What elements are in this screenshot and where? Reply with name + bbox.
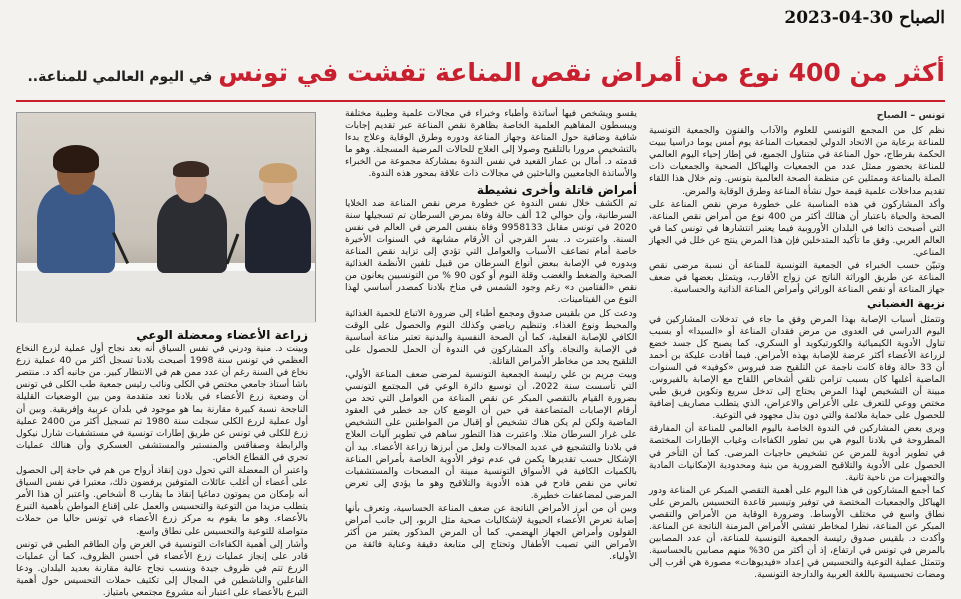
author-byline: نزيهة الغضباني: [867, 298, 945, 311]
conference-photo: [16, 112, 316, 322]
article-column-middle: [345, 108, 638, 563]
speaker-figure: [37, 183, 115, 273]
issue-date: 2023-04-30 الصباح: [784, 8, 945, 28]
paragraph: وتبيّن حسب الخبراء في الجمعية التونسية للمناعة أن نسبة مرضى نقص المناعة عن طريق الوراثة الناتج عن زواج الأقارب، ويتمثل بعضها في ضعف جهاز المناعة أو نقص المناعة الوراثي وأمراض المناعة الذاتية والحساسية.: [649, 260, 945, 296]
paragraph: تم الكشف خلال نفس الندوة عن خطورة مرض نقص المناعة ضد الخلايا السرطانية، وأن حوالي 12 ألف حالة وفاة بمرض السرطان تم تسجيلها سنة 2020 في تونس مقابل 9958133 وفاة بنفس المرض في العالم في نفس السنة. واعتبرت د. بسر القرجي أن الأرقام مشابهة في السنوات الأخيرة خاصة أمام تضاعف الأسباب والعوامل التي تؤدي إلى تزايد نقص المناعة وبدوره في الإصابة ببعض أنواع السرطان من قبيل تلفين الأنظمة الغذائية الصحية والضغط والغضب وقلة النوم أو كون 90 % من التونسيين يعانون من نقص «الفتامين د» رغم وجود الشمس في مناخ بلادنا كمصدر أساسي لهذا النوع من الفيتامينات.: [345, 197, 637, 306]
paragraph: ودعت كل من بلقيس صدوق ومجمع أطباء إلى ضرورة الاتباع للحمية الغذائية والمحيط ونوع الغذاء. وتنظيم رياضي وكذلك النوم والحصول على الوقت الكافي للإصابة الفعلية، كما أن الصحة النفسية والبدنية تعتبر مناعة أساسية في الإصابة والنجاة. وأكد المشاركون في الندوة أن الحمل للحصول على التلقيح يحد من مخاطر الأمراض القاتلة.: [345, 307, 637, 367]
paragraph: نظم كل من المجمع التونسي للعلوم والآداب والفنون والجمعية التونسية للمناعة برعاية من الاتحاد الدولي لجمعيات المناعة يوم أمس يوما دراسيا ببيت الحكمة بقرطاج، حول المناعة في متناول الجميع، في إطار إحياء اليوم العالمي للمناعة بحضور ممثل عدد من الجمعيات والهياكل الصحية والجمعيات ذات الصلة بالمناعة وممثلين عن منظمة الصحة العالمية بتونس. وتم خلال هذا اللقاء تقديم مداخلات علمية قيمة حول نشأة المناعة وطرق الوقاية والمرض.: [649, 125, 945, 197]
panelist-figure: [157, 193, 227, 273]
section-subhead: زراعة الأعضاء ومعضلة الوعي: [136, 328, 308, 342]
paragraph: وبين أن من أبرز الأمراض الناتجة عن ضعف المناعة الحساسية، وتعرف بأنها إصابة تعرض الأعضاء الحيوية لإشكاليات صحية مثل الربو، إلى جانب أمراض القولون وأمراض الجهاز الهضمي. كما أن المرض المذكور يعتبر من أكثر الأمراض التي تصيب الأطفال وتحتاج إلى متابعة دقيقة وعناية فائقة من الأولياء.: [345, 503, 637, 563]
paragraph: وتتمثل أسباب الإصابة بهذا المرض وفق ما جاء في تدخلات المشاركين في اليوم الدراسي في العدوى من مرض فقدان المناعة أو «السيدا» أو بسبب تناول الأدوية الكيميائية والكورتيكويد أو السكري، كما يصبح كل جسد خضع لزراعة الأعضاء أكثر عرضة للإصابة بهذه الأمراض. فيما أفادت عليكة بن أحمد أن 33 حالة وفاة كانت ناجمة عن التلقيح ضد فيروس «كوفيد» في السنوات الماضية أغلبها كان بسبب تزامن تلقي أشخاص اللقاح مع الإصابة بالفيروس. مبينة أن التشخيص لهذا المرض يحتاج إلى تدخل سريع وتكوين فريق طبي مختص ووعي للتعرف على الأعراض والاعراض، الذي يتطلب مصاريف إضافية للحصول على حماية ملائمة والتي دون بذل مجهود في التوعية.: [649, 313, 945, 422]
headline: [16, 58, 945, 87]
headline-kicker: في اليوم العالمي للمناعة..: [27, 69, 213, 85]
paragraph: واعتبر أن المعضلة التي تحول دون إنقاذ أرواح من هم في حاجة إلى الحصول على أعضاء أن أغلب عائلات المتوفين يرفضون ذلك، معتبرا في نفس السياق أنه بإمكان من يموتون دماغيا إنقاذ ما يقارب 8 أشخاص. واعتبر أن هذا الأمر يتطلب مزيدا من التوعية والتحسيس والعمل على إقناع المواطن بأهمية التبرع بالأعضاء. وهو ما يقوم به مركز زرع الأعضاء في تونس حاليا من حملات متواصلة للتوعية والتحسيس على نطاق واسع.: [16, 465, 308, 537]
headline-rule: [16, 100, 945, 102]
dateline: تونس – الصباح: [876, 110, 945, 121]
article-column-right: [649, 108, 946, 581]
paragraph: ويرى بعض المشاركين في الندوة الخاصة باليوم العالمي للمناعة أن المفارقة المطروحة في بلادنا اليوم هي بين تطور الكفاءات وغياب الإطارات المختصة في تطوير أدوية للمرض عن تشخيص حاجيات المرضى. كما أن التأخر في الحصول على الأدوية والتلاقيح الضرورية من بنية ومحدودية الإمكانيات المادية والتجهيزات من ناحية ثانية.: [649, 423, 945, 483]
paragraph: كما أجمع المشاركون في هذا اليوم على أهمية التقصي المبكر عن المناعة ودور الهياكل والجمعيات المختصة في توفير وتيسير قاعدة التحسيس بالمرض على نطاق واسع في مختلف الأوساط. وضرورة الوقاية من الأمراض والتقصي المبكر عن المناعة، نظرا لمخاطر تفشي الأمراض المزمنة الناتجة عن المناعة. وأكدت د. بلقيس صدوق رئيسة الجمعية التونسية للمناعة، أن عدد المصابين بالمرض في تونس في ارتفاع، إذ أن أكثر من 30% منهم مصابين بالحساسية. وتتمثل عملية التوعية والتحسيس في إعداد «فيديوهات» مصورة هي أقرب إلى ومضات تحسيسية باللغة العربية والدارجة التونسية.: [649, 484, 946, 581]
paragraph: يقسو ويشخص فيها أساتذة وأطباء وخبراء في مجالات علمية وطبية مختلفة ويبسطون المفاهيم العلمية الخاصة بظاهرة نقص المناعة عبر تقديم إجابات شافية وضافية حول المناعة وجهاز المناعة ودوره وطرق الوقاية وعلاج بدءا بالتشخيص مرورا بالتلقيح وصولا إلى العلاج للحالات المرضية المسجلة. وهو ما قدمته د. أمال بن عمار القعيد في نفس الندوة بمشاركة مجموعة من الخبراء والأساتذة الجامعيين والباحثين في مجالات ذات علاقة بمحور هذه الندوة.: [345, 108, 637, 180]
paragraph: وأشار إلى أهمية الكفاءات التونسية في الغرض وأن الطاقم الطبي في تونس قادر على إنجاز عمليات زرع الأعضاء في أحسن الظروف، كما أن عمليات الزرع تتم في ظروف جيدة وبنسب نجاح عالية مقارنة بعديد البلدان. ودعا الفاعلين والناشطين في المجال إلى تكثيف حملات التحسيس حول أهمية التبرع بالأعضاء على اعتبار أنه مشروع مجتمعي بامتياز.: [16, 538, 308, 598]
article-column-left: [16, 326, 308, 598]
paragraph: وأكد المشاركون في هذه المناسبة على خطورة مرض نقص المناعة على الصحة والحياة باعتبار أن هنالك أكثر من 400 نوع من أمراض نقص المناعة، التي أصبحت ذائعا في البلدان الأوروبية فيما يعتبر انتشارها في تونس كما في العالم العربي. وفق ما تأكيد المتدخلين فإن هذا المرض ينتج عن خلل في الجهاز المناعي.: [649, 198, 945, 259]
headline-main: أكثر من 400 نوع من أمراض نقص المناعة تفشت في تونس: [218, 58, 945, 87]
panelist-figure: [245, 195, 311, 273]
section-subhead: أمراض قاتلة وأخرى نشيطة: [476, 182, 637, 197]
paragraph: وبيت مريم بن علي رئيسة الجمعية التونسية لمرضى ضعف المناعة الأولي، التي تأسست سنة 2022، أن توسيع دائرة الوعي في المجتمع التونسي بضرورة القيام بالتقصي المبكر عن نقص المناعة من العوامل التي تحد من أرقام الإصابات المتضاعفة في حين أن الوضع كان جد خطير في العقود الماضية ولكن لم يكن هناك تشخيص أو إقبال من المواطنين على التشخيص على غرار السرطان مثلا. واعتبرت هذا التطور ساهم في تطوير آليات العلاج في بلادنا والتشجيع في عديد المجالات ولعل من أبرزها زراعة الأعضاء. بيد أن الإشكال حسب تقديرها يكمن في عدم توفر الأدوية الخاصة بأمراض المناعة بالكميات الكافية في الأسواق التونسية مبينة أن المصحات والمستشفيات تعاني من نقص فادح في هذه الأدوية والتلاقيح وهو ما يؤدي إلى تعرض المرضى لمضاعفات خطيرة.: [345, 368, 638, 501]
paragraph: وبينت د. منية ودرني في نفس السياق أنه بعد نجاح أول عملية لزرع النخاع العظمي في تونس سنة 1998 أصبحت بلادنا تسجل أكثر من 40 عملية زرع نخاع في السنة رغم أن عدد ممن هم في الانتظار كبير. من جانبه أكد د. منتصر باشا أستاذ جامعي مختص في الكلى ونائب رئيس جمعية طب الكلى في تونس أن وضعية زرع الأعضاء في بلادنا تعد متقدمة ومن بين الوضعيات القليلة الناجحة نسبة كبيرة مقارنة بما هو موجود في بلدان عربية وإفريقية. وبين أن أول عملية لزرع الكلى سجلت سنة 1980 تم تسجيل أكثر من 2400 عملية زرع للكلى في تونس عن طريق إطارات تونسية في مستشفيات شارل نيكول والرابطة وصفاقس والمنستير والمستشفى العسكري وأن هنالك عمليات تجري في القطاع الخاص.: [16, 343, 308, 463]
